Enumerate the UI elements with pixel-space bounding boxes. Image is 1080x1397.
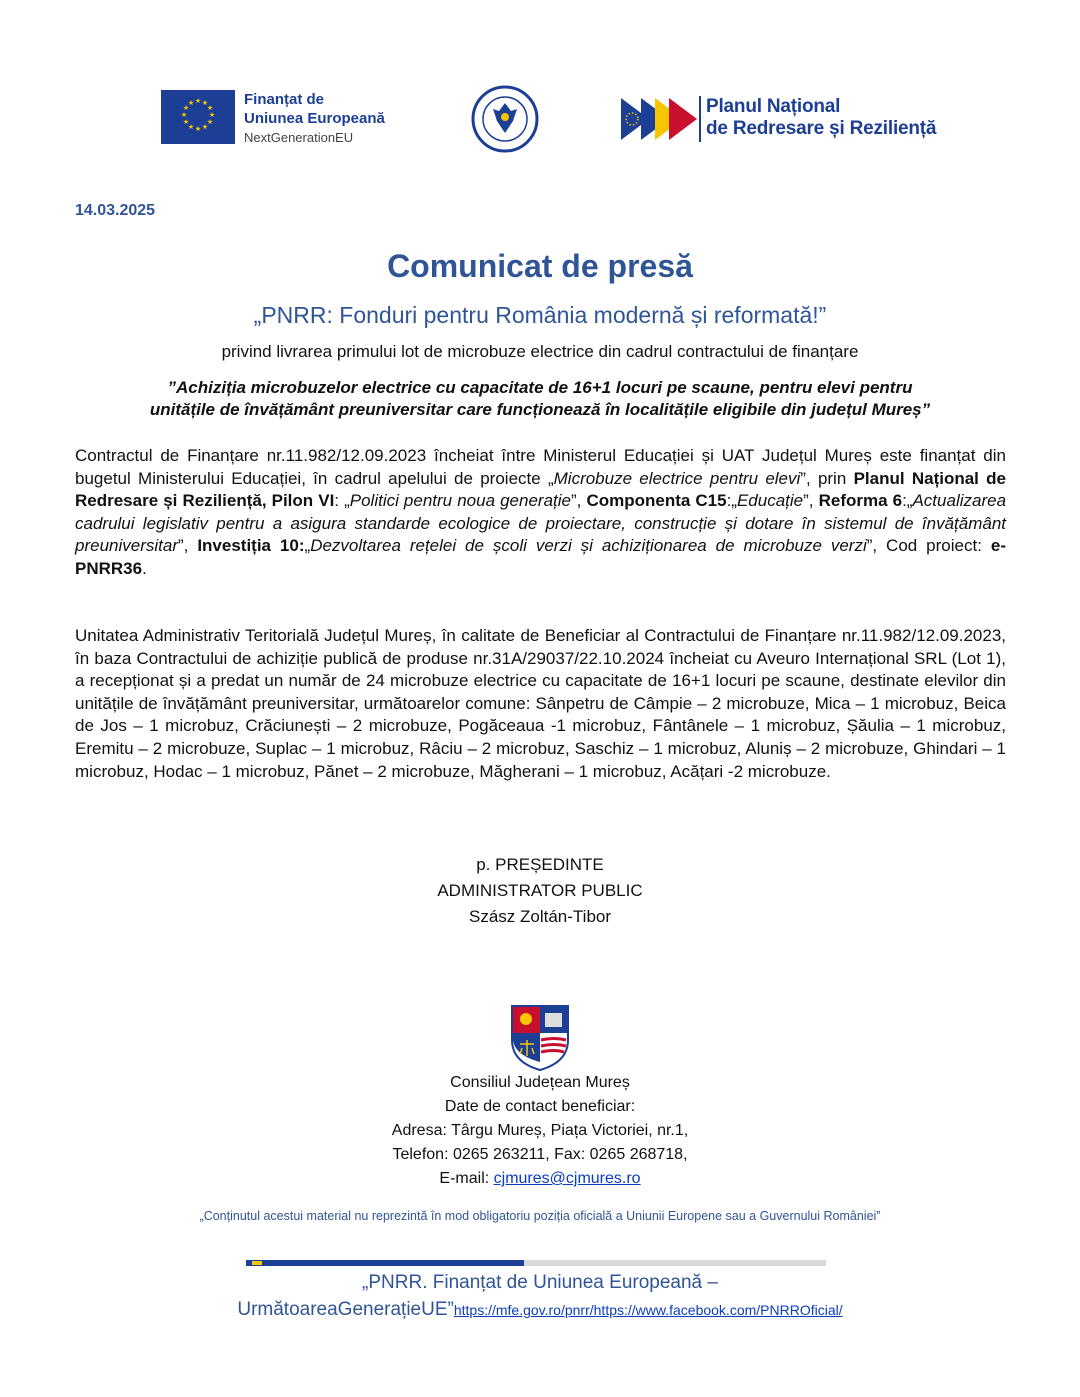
svg-text:★: ★	[208, 111, 216, 119]
signature-role: p. PREȘEDINTE	[476, 855, 604, 874]
page-title: Comunicat de presă	[387, 248, 693, 284]
svg-text:★: ★	[182, 104, 190, 112]
disclaimer: „Conținutul acestui material nu reprezintă în mod obligatoriu poziția oficială a Uniunii Europene sau a Guvernului României”	[199, 1209, 881, 1223]
svg-text:★: ★	[187, 99, 195, 107]
release-date: 14.03.2025	[75, 202, 156, 219]
contact-email-link[interactable]: cjmures@cjmures.ro	[493, 1170, 641, 1187]
footer-slogan: „PNRR. Finanțat de Uniunea Europeană –	[362, 1272, 718, 1293]
footer-slogan-links: UrmătoareaGenerațieUE”https://mfe.gov.ro/pnrr/https://www.facebook.com/PNRROficial/	[237, 1299, 843, 1320]
svg-text:★: ★	[182, 118, 190, 126]
contact-email-line: E-mail: cjmures@cjmures.ro	[439, 1170, 641, 1187]
pnrr-label: Planul Național de Redresare și Reziliență	[706, 96, 937, 139]
signature-name: Szász Zoltán-Tibor	[468, 907, 612, 926]
footer-divider-bar	[246, 1253, 826, 1259]
paragraph-delivery: Unitatea Administrativ Teritorială Județul Mureș, în calitate de Beneficiar al Contractului de Finanțare nr.11.982/12.09.2023, în baza Contractului de achiziție publică de produse nr.31A/29037/22.10.2024 încheiat cu Aveuro Internațional SRL (Lot 1), a recepționat și a predat un număr de 24 microbuze electrice cu capacitate de 16+1 locuri pe scaune, destinate elevilor din unitățile de învățământ preuniversitar, următoarelor comune: Sânpetru de Câmpie – 2 microbuze, Mica – 1 microbuz, Beica de Jos – 1 microbuz, Crăciunești – 2 microbuze, Pogăceaua -1 microbuz, Fântânele – 1 microbuz, Șăulia – 1 microbuz, Eremitu – 2 microbuze, Suplac – 1 microbuz, Râciu – 2 microbuz, Saschiz – 1 microbuz, Aluniș – 2 microbuze, Ghindari – 1 microbuz, Hodac – 1 microbuz, Pănet – 2 microbuze, Măgherani – 1 microbuz, Acățari -2 microbuze.	[75, 626, 1006, 781]
government-seal-icon	[471, 85, 539, 153]
contact-block	[0, 1071, 1080, 1191]
eu-flag-logo	[161, 90, 235, 144]
footer-links[interactable]: https://mfe.gov.ro/pnrr/https://www.facebook.com/PNRROficial/	[453, 1302, 843, 1318]
project-title: ”Achiziția microbuzelor electrice cu capacitate de 16+1 locuri pe scaune, pentru elevi pentru unitățile de învățământ preuniversitar care funcționează în localitățile eligibile din județul Mureș”	[149, 378, 931, 419]
pnrr-divider	[699, 96, 701, 142]
pnrr-logo-icon	[621, 96, 697, 142]
eu-funding-label: Finanțat de Uniunea Europeană NextGenerationEU	[244, 91, 385, 145]
contact-heading: Date de contact beneficiar:	[444, 1098, 636, 1115]
intro-line: privind livrarea primului lot de microbuze electrice din cadrul contractului de finanțare	[221, 342, 859, 361]
svg-text:★: ★	[194, 125, 202, 133]
svg-text:★: ★	[194, 97, 202, 105]
signature-block	[0, 852, 1080, 930]
svg-text:★: ★	[180, 111, 188, 119]
county-crest-icon	[510, 1004, 570, 1072]
svg-text:★: ★	[206, 118, 214, 126]
contact-address: Adresa: Târgu Mureș, Piața Victoriei, nr.1,	[391, 1122, 689, 1139]
svg-text:★: ★	[201, 123, 209, 131]
signature-title: ADMINISTRATOR PUBLIC	[437, 881, 643, 900]
page-subtitle: „PNRR: Fonduri pentru România modernă și reformată!”	[253, 302, 827, 328]
paragraph-contract: Contractul de Finanțare nr.11.982/12.09.2023 încheiat între Ministerul Educației și UAT Județul Mureș este finanțat din bugetul Ministerului Educației, în cadrul apelului de proiecte „Microbuze electrice pentru elevi”, prin Planul Național de Redresare și Reziliență, Pilon VI: „Politici pentru noua generație”, Componenta C15:„Educație”, Reforma 6:„Actualizarea cadrului legislativ pentru a asigura standarde ecologice de proiectare, construcție și dotare în sistemul de învățământ preuniversitar”, Investiția 10:„Dezvoltarea rețelei de școli verzi și achiziționarea de microbuze verzi”, Cod proiect: e-PNRR36.	[75, 446, 1007, 578]
svg-text:★: ★	[206, 104, 214, 112]
contact-phone: Telefon: 0265 263211, Fax: 0265 268718,	[392, 1146, 688, 1163]
svg-text:★: ★	[201, 99, 209, 107]
contact-organization: Consiliul Județean Mureș	[450, 1074, 630, 1091]
svg-text:★: ★	[187, 123, 195, 131]
